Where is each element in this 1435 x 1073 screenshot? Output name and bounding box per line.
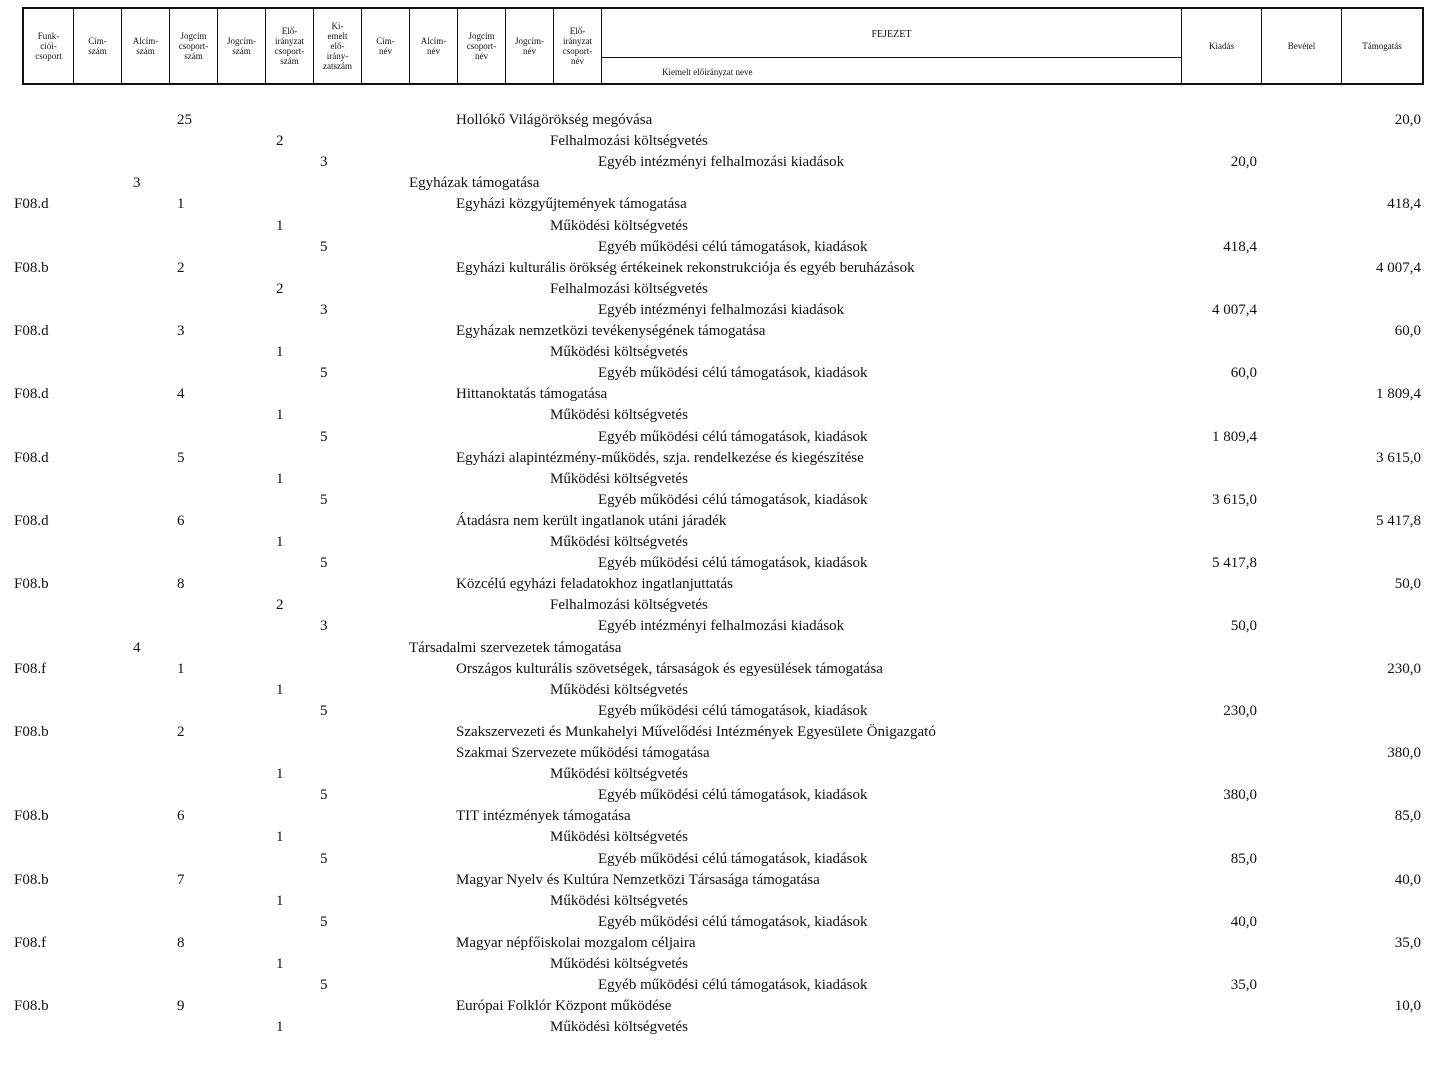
cell-name: Országos kulturális szövetségek, társaságok és egyesülések támogatása xyxy=(456,660,883,677)
cell-name: Közcélú egyházi feladatokhoz ingatlanjuttatás xyxy=(456,576,733,593)
table-row xyxy=(0,491,1435,512)
cell-kiemelt-eloiranyzat: 3 xyxy=(320,301,328,318)
cell-name: Működési költségvetés xyxy=(550,681,688,698)
header-jogcim-nev: Jogcím- név xyxy=(506,9,554,83)
cell-name: Működési költségvetés xyxy=(550,1019,688,1036)
table-row xyxy=(0,850,1435,871)
cell-kiadas: 380,0 xyxy=(1223,787,1257,804)
cell-name: Magyar népfőiskolai mozgalom céljaira xyxy=(456,934,696,951)
cell-tamogatas: 418,4 xyxy=(1387,196,1421,213)
table-row xyxy=(0,280,1435,301)
table-row xyxy=(0,111,1435,132)
cell-tamogatas: 230,0 xyxy=(1387,660,1421,677)
cell-funkcio-csoport: F08.f xyxy=(14,660,47,677)
cell-tamogatas: 4 007,4 xyxy=(1376,259,1421,276)
cell-jogcim-szam: 25 xyxy=(177,112,192,128)
cell-eloiranyzat-csoport: 1 xyxy=(276,681,284,698)
cell-tamogatas: 20,0 xyxy=(1394,112,1421,128)
cell-name: TIT intézmények támogatása xyxy=(456,808,631,825)
header-eloiranyzat-csoport-szam: Elő- irányzat csoport- szám xyxy=(266,9,314,83)
cell-kiadas: 3 615,0 xyxy=(1212,491,1257,508)
cell-tamogatas: 85,0 xyxy=(1394,808,1421,825)
table-row xyxy=(0,470,1435,491)
table-row xyxy=(0,174,1435,195)
cell-jogcim-szam: 2 xyxy=(177,259,185,276)
cell-eloiranyzat-csoport: 1 xyxy=(276,470,284,487)
cell-funkcio-csoport: F08.d xyxy=(14,386,49,403)
table-row xyxy=(0,681,1435,702)
cell-jogcim-szam: 1 xyxy=(177,196,185,213)
cell-jogcim-szam: 9 xyxy=(177,998,185,1015)
table-row xyxy=(0,913,1435,934)
cell-funkcio-csoport: F08.b xyxy=(14,723,49,740)
cell-name: Felhalmozási költségvetés xyxy=(550,280,708,297)
cell-name: Egyéb működési célú támogatások, kiadások xyxy=(598,977,868,994)
header-bevetel: Bevétel xyxy=(1262,9,1342,83)
cell-name: Működési költségvetés xyxy=(550,956,688,972)
cell-kiemelt-eloiranyzat: 5 xyxy=(320,238,328,255)
table-row xyxy=(0,955,1435,976)
cell-eloiranyzat-csoport: 1 xyxy=(276,1019,284,1036)
cell-name: Egyéb működési célú támogatások, kiadások xyxy=(598,491,868,508)
cell-jogcim-szam: 5 xyxy=(177,449,185,466)
header-kiadas: Kiadás xyxy=(1182,9,1262,83)
cell-eloiranyzat-csoport: 1 xyxy=(276,407,284,424)
table-row xyxy=(0,660,1435,681)
cell-kiadas: 85,0 xyxy=(1230,850,1257,867)
table-row xyxy=(0,934,1435,955)
cell-jogcim-szam: 4 xyxy=(177,386,185,403)
header-funkcio-csoport: Funk- ciói- csoport xyxy=(24,9,74,83)
cell-name: Egyházak támogatása xyxy=(409,175,540,192)
cell-cim-szam: 3 xyxy=(133,175,141,192)
header-jogcim-csoport-szam: Jogcím csoport- szám xyxy=(170,9,218,83)
cell-name: Európai Folklór Központ működése xyxy=(456,998,672,1015)
cell-name: Működési költségvetés xyxy=(550,829,688,846)
cell-kiemelt-eloiranyzat: 5 xyxy=(320,913,328,930)
header-cim-nev: Cím- név xyxy=(362,9,410,83)
table-row xyxy=(0,385,1435,406)
cell-funkcio-csoport: F08.d xyxy=(14,196,49,213)
cell-funkcio-csoport: F08.d xyxy=(14,512,49,529)
cell-jogcim-szam: 1 xyxy=(177,660,185,677)
table-row xyxy=(0,617,1435,638)
cell-jogcim-szam: 2 xyxy=(177,723,185,740)
cell-name: Egyházi alapintézmény-működés, szja. rendelkezése és kiegészítése xyxy=(456,449,864,466)
cell-funkcio-csoport: F08.d xyxy=(14,449,49,466)
cell-kiemelt-eloiranyzat: 5 xyxy=(320,491,328,508)
cell-kiadas: 20,0 xyxy=(1230,154,1257,171)
cell-kiemelt-eloiranyzat: 3 xyxy=(320,154,328,171)
header-kiemelt-eloiranyzat-szam: Ki- emelt elő- irány- zatszám xyxy=(314,9,362,83)
cell-kiemelt-eloiranyzat: 5 xyxy=(320,850,328,867)
cell-name: Egyházi kulturális örökség értékeinek rekonstrukciója és egyéb beruházások xyxy=(456,259,915,276)
table-row xyxy=(0,533,1435,554)
cell-kiemelt-eloiranyzat: 5 xyxy=(320,977,328,994)
cell-name: Hittanoktatás támogatása xyxy=(456,386,608,403)
cell-name: Egyéb működési célú támogatások, kiadások xyxy=(598,702,868,719)
cell-tamogatas: 60,0 xyxy=(1394,323,1421,339)
cell-tamogatas: 5 417,8 xyxy=(1376,512,1421,529)
table-row xyxy=(0,449,1435,470)
header-cim-szam: Cím- szám xyxy=(74,9,122,83)
table-row xyxy=(0,596,1435,617)
table-row xyxy=(0,702,1435,723)
cell-tamogatas: 35,0 xyxy=(1394,934,1421,951)
cell-kiadas: 1 809,4 xyxy=(1212,428,1257,445)
table-row xyxy=(0,301,1435,322)
cell-name: Felhalmozási költségvetés xyxy=(550,133,708,150)
cell-funkcio-csoport: F08.d xyxy=(14,323,49,339)
cell-kiadas: 50,0 xyxy=(1230,618,1257,635)
cell-kiemelt-eloiranyzat: 5 xyxy=(320,428,328,445)
cell-name: Működési költségvetés xyxy=(550,217,688,234)
header-fejezet-title: FEJEZET xyxy=(871,29,912,40)
cell-jogcim-szam: 8 xyxy=(177,934,185,951)
table-row xyxy=(0,132,1435,153)
cell-eloiranyzat-csoport: 1 xyxy=(276,344,284,361)
header-alcim-nev: Alcím- név xyxy=(410,9,458,83)
table-row xyxy=(0,217,1435,238)
cell-name: Egyházak nemzetközi tevékenységének támogatása xyxy=(456,323,766,339)
cell-tamogatas: 50,0 xyxy=(1394,576,1421,593)
cell-name: Egyéb működési célú támogatások, kiadások xyxy=(598,428,868,445)
cell-jogcim-szam: 3 xyxy=(177,323,185,339)
cell-kiadas: 35,0 xyxy=(1230,977,1257,994)
cell-kiadas: 4 007,4 xyxy=(1212,301,1257,318)
cell-eloiranyzat-csoport: 1 xyxy=(276,956,284,972)
table-row xyxy=(0,238,1435,259)
cell-name: Egyházi közgyűjtemények támogatása xyxy=(456,196,687,213)
cell-name: Egyéb működési célú támogatások, kiadások xyxy=(598,365,868,382)
table-row xyxy=(0,259,1435,280)
cell-name: Egyéb működési célú támogatások, kiadások xyxy=(598,238,868,255)
cell-eloiranyzat-csoport: 2 xyxy=(276,133,284,150)
cell-jogcim-szam: 8 xyxy=(177,576,185,593)
cell-name: Magyar Nyelv és Kultúra Nemzetközi Társasága támogatása xyxy=(456,871,820,888)
table-row xyxy=(0,554,1435,575)
table-row xyxy=(0,1018,1435,1039)
cell-kiadas: 5 417,8 xyxy=(1212,555,1257,572)
cell-name: Hollókő Világörökség megóvása xyxy=(456,112,653,128)
cell-kiadas: 40,0 xyxy=(1230,913,1257,930)
cell-eloiranyzat-csoport: 2 xyxy=(276,597,284,614)
cell-kiadas: 418,4 xyxy=(1223,238,1257,255)
header-tamogatas: Támogatás xyxy=(1362,41,1402,51)
cell-name: Működési költségvetés xyxy=(550,344,688,361)
table-row xyxy=(0,153,1435,174)
cell-name: Működési költségvetés xyxy=(550,766,688,783)
cell-name: Átadásra nem került ingatlanok utáni járadék xyxy=(456,512,727,529)
cell-name: Működési költségvetés xyxy=(550,470,688,487)
header-eloiranyzat-csoport-nev: Elő- irányzat csoport- név xyxy=(554,9,602,83)
cell-name: Működési költségvetés xyxy=(550,407,688,424)
cell-kiemelt-eloiranyzat: 5 xyxy=(320,787,328,804)
cell-eloiranyzat-csoport: 1 xyxy=(276,892,284,909)
cell-eloiranyzat-csoport: 1 xyxy=(276,829,284,846)
table-row xyxy=(0,892,1435,913)
cell-eloiranyzat-csoport: 1 xyxy=(276,534,284,550)
table-row xyxy=(0,322,1435,343)
cell-name: Egyéb működési célú támogatások, kiadások xyxy=(598,850,868,867)
cell-name: Egyéb működési célú támogatások, kiadások xyxy=(598,913,868,930)
cell-tamogatas: 10,0 xyxy=(1394,998,1421,1015)
cell-kiemelt-eloiranyzat: 3 xyxy=(320,618,328,635)
header-jogcim-szam: Jogcím- szám xyxy=(218,9,266,83)
cell-eloiranyzat-csoport: 1 xyxy=(276,217,284,234)
cell-eloiranyzat-csoport: 2 xyxy=(276,280,284,297)
cell-jogcim-szam: 6 xyxy=(177,512,185,529)
header-kiemelt-eloiranyzat-neve: Kiemelt előirányzat neve xyxy=(662,67,753,77)
table-row xyxy=(0,639,1435,660)
table-row xyxy=(0,364,1435,385)
table-row xyxy=(0,997,1435,1018)
table-row xyxy=(0,575,1435,596)
header-jogcim-csoport-nev: Jogcím csoport- név xyxy=(458,9,506,83)
table-row xyxy=(0,976,1435,997)
header-alcim-szam: Alcím- szám xyxy=(122,9,170,83)
cell-tamogatas: 1 809,4 xyxy=(1376,386,1421,403)
table-row xyxy=(0,343,1435,364)
table-row xyxy=(0,871,1435,892)
cell-funkcio-csoport: F08.b xyxy=(14,576,49,593)
cell-tamogatas: 3 615,0 xyxy=(1376,449,1421,466)
cell-kiemelt-eloiranyzat: 5 xyxy=(320,555,328,572)
cell-tamogatas: 40,0 xyxy=(1394,871,1421,888)
table-row xyxy=(0,807,1435,828)
cell-funkcio-csoport: F08.b xyxy=(14,808,49,825)
cell-kiemelt-eloiranyzat: 5 xyxy=(320,365,328,382)
cell-name: Társadalmi szervezetek támogatása xyxy=(409,639,622,656)
cell-funkcio-csoport: F08.b xyxy=(14,259,49,276)
table-row xyxy=(0,406,1435,427)
table-row xyxy=(0,512,1435,533)
cell-kiemelt-eloiranyzat: 5 xyxy=(320,702,328,719)
cell-funkcio-csoport: F08.b xyxy=(14,871,49,888)
cell-kiadas: 60,0 xyxy=(1230,365,1257,382)
table-row xyxy=(0,765,1435,786)
cell-funkcio-csoport: F08.f xyxy=(14,934,47,951)
table-row xyxy=(0,428,1435,449)
cell-name: Egyéb működési célú támogatások, kiadások xyxy=(598,787,868,804)
cell-name: Szakmai Szervezete működési támogatása xyxy=(456,745,710,761)
cell-tamogatas: 380,0 xyxy=(1387,745,1421,761)
cell-name: Felhalmozási költségvetés xyxy=(550,597,708,614)
table-row xyxy=(0,744,1435,765)
cell-funkcio-csoport: F08.b xyxy=(14,998,49,1015)
cell-cim-szam: 4 xyxy=(133,639,141,656)
cell-jogcim-szam: 6 xyxy=(177,808,185,825)
cell-name: Egyéb intézményi felhalmozási kiadások xyxy=(598,154,845,171)
table-row xyxy=(0,786,1435,807)
table-row xyxy=(0,828,1435,849)
table-row xyxy=(0,195,1435,216)
cell-name: Egyéb működési célú támogatások, kiadások xyxy=(598,555,868,572)
cell-name: Egyéb intézményi felhalmozási kiadások xyxy=(598,618,845,635)
cell-name: Egyéb intézményi felhalmozási kiadások xyxy=(598,301,845,318)
cell-eloiranyzat-csoport: 1 xyxy=(276,766,284,783)
cell-kiadas: 230,0 xyxy=(1223,702,1257,719)
cell-name: Működési költségvetés xyxy=(550,892,688,909)
table-row xyxy=(0,723,1435,744)
cell-name: Szakszervezeti és Munkahelyi Művelődési Intézmények Egyesülete Önigazgató xyxy=(456,723,936,740)
cell-name: Működési költségvetés xyxy=(550,534,688,550)
cell-jogcim-szam: 7 xyxy=(177,871,185,888)
